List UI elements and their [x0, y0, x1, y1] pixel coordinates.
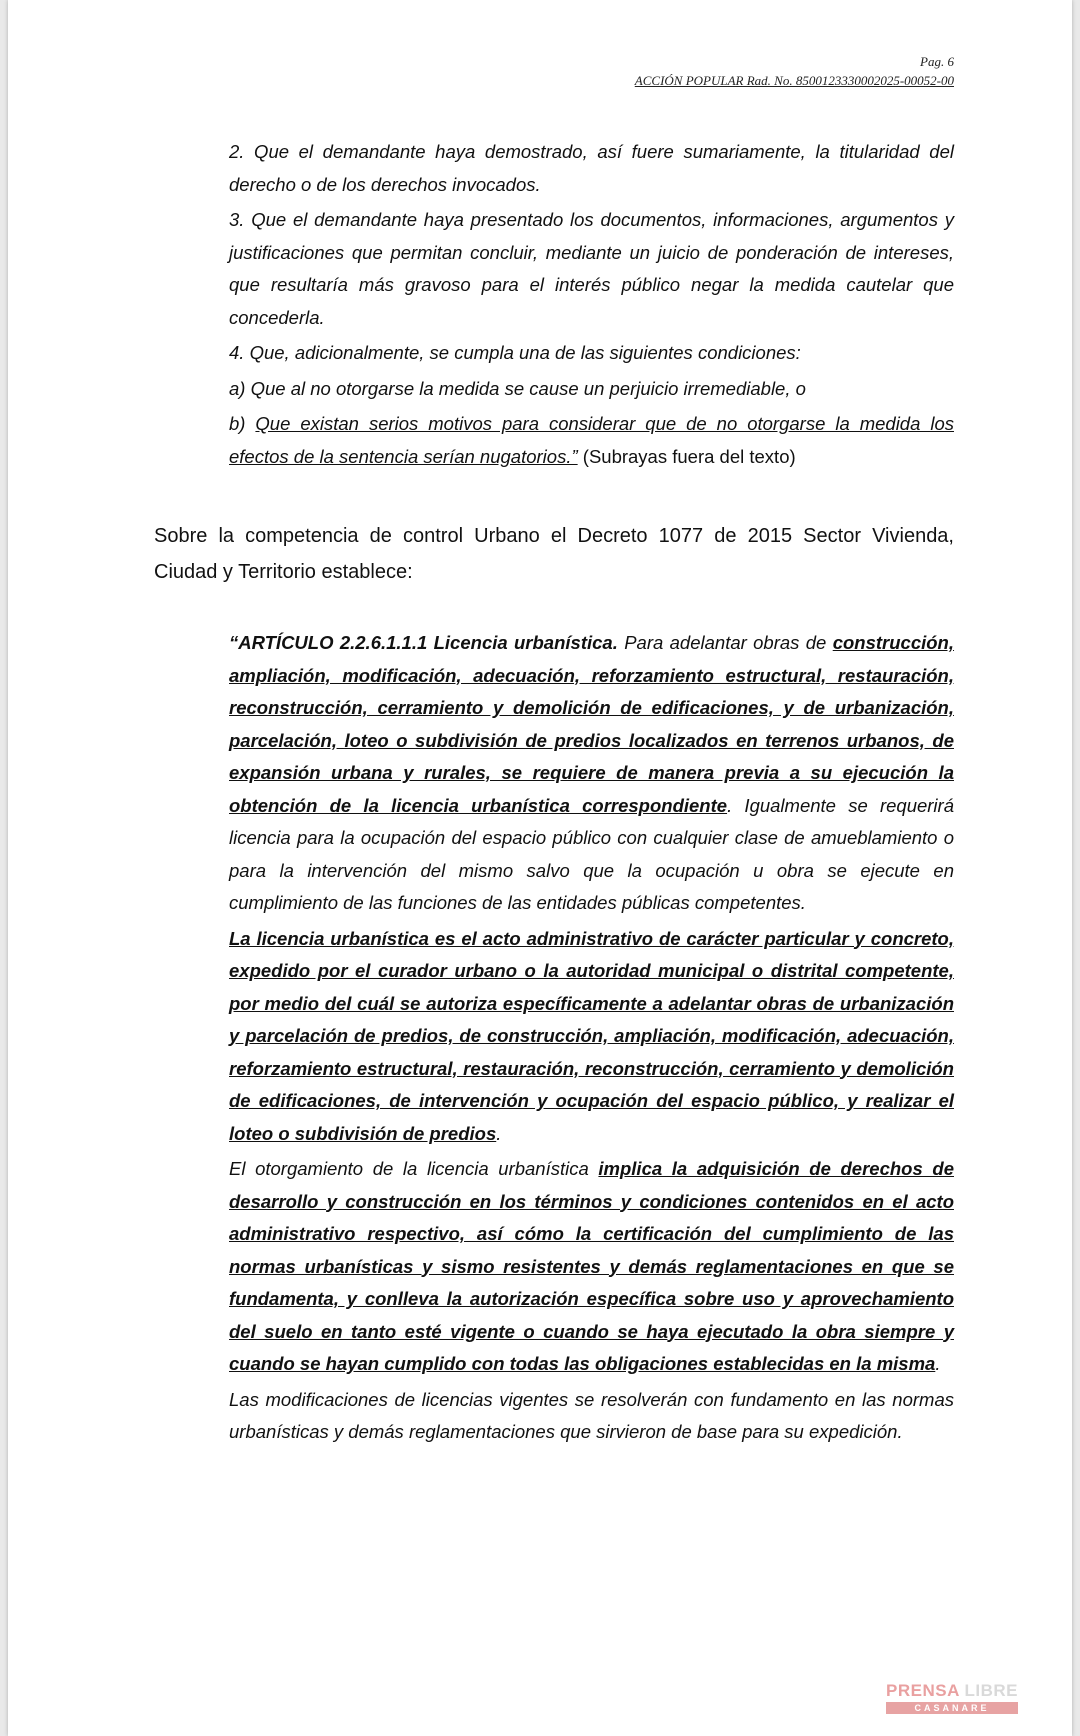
p3-underlined: implica la adquisición de derechos de desarrollo y construcción en los términos y condiciones contenidos en el acto administrativo respectivo, así cómo la certificación del cumplimiento de las normas urbanísticas y sismo resistentes y demás reglamentaciones en que se fundamenta, y conlleva la autorización específica sobre uso y aprovechamiento del suelo en tanto esté vigente o cuando se haya ejecutado la obra siempre y cuando se hayan cumplido con todas las obligaciones establecidas en la misma [229, 1158, 954, 1374]
condition-b-prefix: b) [229, 413, 256, 434]
intro-text: Sobre la competencia de control Urbano el Decreto 1077 de 2015 Sector Vivienda, Ciudad y Territorio establece: [154, 525, 954, 583]
p2-tail: . [496, 1122, 502, 1144]
article-paragraph-2 [229, 923, 954, 1151]
logo-libre: LIBRE [964, 1681, 1018, 1700]
page-header [635, 52, 954, 90]
logo-prensa: PRENSA [886, 1681, 960, 1700]
article-paragraph-1 [229, 627, 954, 920]
condition-2: 2. Que el demandante haya demostrado, así fuere sumariamente, la titularidad del derecho o de los derechos invocados. [229, 141, 954, 195]
p3-lead: El otorgamiento de la licencia urbanística [229, 1158, 599, 1179]
p2-underlined: La licencia urbanística es el acto administrativo de carácter particular y concreto, expedido por el curador urbano o la autoridad municipal o distrital competente, por medio del cuál se autoriza específicamente a adelantar obras de urbanización y parcelación de predios, de construcción, ampliación, modificación, adecuación, reforzamiento estructural, restauración, reconstrucción, cerramiento y demolición de edificaciones, de intervención y ocupación del espacio público, y realizar el loteo o subdivisión de predios [229, 927, 954, 1144]
article-paragraph-3 [229, 1153, 954, 1381]
condition-4: 4. Que, adicionalmente, se cumpla una de las siguientes condiciones: [229, 342, 801, 363]
condition-a: a) Que al no otorgarse la medida se cause un perjuicio irremediable, o [229, 377, 806, 399]
condition-b [229, 408, 954, 473]
condition-3: 3. Que el demandante haya presentado los documentos, informaciones, argumentos y justificaciones que permitan concluir, mediante un juicio de ponderación de intereses, que resultaría más gravoso para el interés público negar la medida cautelar que concederla. [229, 209, 954, 328]
logo-wordmark [886, 1681, 1018, 1701]
prensa-libre-logo [886, 1681, 1018, 1714]
page-number: Pag. 6 [920, 54, 954, 69]
case-reference: ACCIÓN POPULAR Rad. No. 8500123330002025-00052-00 [634, 73, 954, 88]
logo-region: CASANARE [886, 1702, 1018, 1714]
document-page [8, 0, 1072, 1736]
p1-tail: . Igualmente se requerirá licencia para la ocupación del espacio público con cualquier clase de amueblamiento o para la intervención del mismo salvo que la ocupación u obra se ejecute en cumplimiento de las funciones de las entidades públicas competentes. [229, 794, 954, 913]
condition-b-underlined: Que existan serios motivos para considerar que de no otorgarse la medida los efectos de la sentencia serían nugatorios.” [229, 413, 954, 467]
intro-paragraph [154, 518, 954, 590]
quoted-article [229, 627, 954, 1452]
article-paragraph-4: Las modificaciones de licencias vigentes se resolverán con fundamento en las normas urbanísticas y demás reglamentaciones que sirvieron de base para su expedición. [229, 1388, 954, 1442]
p1-underlined: construcción, ampliación, modificación, adecuación, reforzamiento estructural, restauración, reconstrucción, cerramiento y demolición de edificaciones, y de urbanización, parcelación, loteo o subdivisión de predios localizados en terrenos urbanos, de expansión urbana y rurales, se requiere de manera previa a su ejecución la obtención de la licencia urbanística correspondiente [229, 632, 955, 816]
quoted-conditions [229, 136, 954, 476]
article-title: “ARTÍCULO 2.2.6.1.1.1 Licencia urbanística. [229, 632, 618, 653]
p3-tail: . [935, 1353, 941, 1374]
p1-lead: Para adelantar obras de [617, 632, 833, 653]
emphasis-note: (Subrayas fuera del texto) [577, 445, 796, 467]
